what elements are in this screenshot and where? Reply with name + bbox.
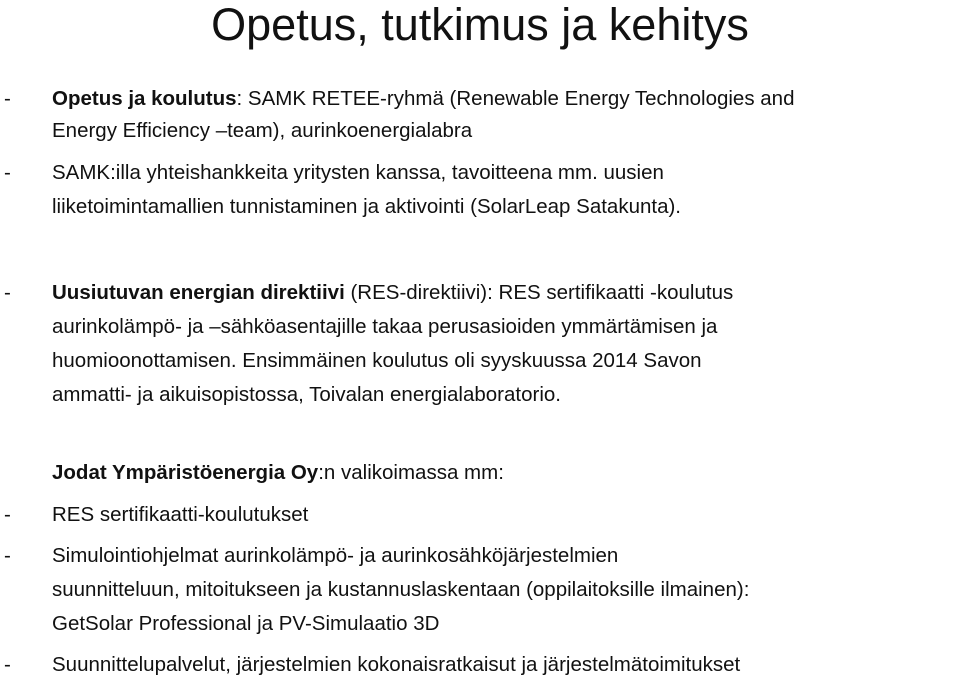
bullet-teaching-line-1 — [52, 86, 794, 112]
bullet-dash: - — [4, 653, 11, 676]
bullet-dash: - — [4, 544, 11, 567]
bullet-samk-line-2: liiketoimintamallien tunnistaminen ja aktivointi (SolarLeap Satakunta). — [52, 195, 681, 218]
bullet-directive-line-2: aurinkolämpö- ja –sähköasentajille takaa perusasioiden ymmärtämisen ja — [52, 315, 718, 338]
bullet-simulation-line-2: suunnitteluun, mitoitukseen ja kustannuslaskentaan (oppilaitoksille ilmainen): — [52, 578, 750, 601]
bullet-samk-line-1: SAMK:illa yhteishankkeita yritysten kanssa, tavoitteena mm. uusien — [52, 161, 664, 184]
bullet-directive-text: (RES-direktiivi): RES sertifikaatti -koulutus — [344, 281, 734, 304]
bullet-teaching-heading: Opetus ja koulutus — [52, 87, 237, 110]
slide-title: Opetus, tutkimus ja kehitys — [211, 0, 749, 50]
bullet-dash: - — [4, 87, 11, 110]
bullet-dash: - — [4, 281, 11, 304]
bullet-directive-line-3: huomioonottamisen. Ensimmäinen koulutus oli syyskuussa 2014 Savon — [52, 349, 702, 372]
bullet-directive-heading: Uusiutuvan energian direktiivi — [52, 281, 345, 304]
bullet-directive-line-1 — [52, 280, 733, 306]
jodat-heading-line — [52, 460, 504, 486]
bullet-res-courses: RES sertifikaatti-koulutukset — [52, 503, 309, 526]
bullet-simulation-line-3: GetSolar Professional ja PV-Simulaatio 3D — [52, 612, 440, 635]
jodat-heading-text: :n valikoimassa mm: — [318, 461, 504, 484]
bullet-directive-line-4: ammatti- ja aikuisopistossa, Toivalan energialaboratorio. — [52, 383, 561, 406]
bullet-teaching-text: : SAMK RETEE-ryhmä (Renewable Energy Technologies and — [236, 87, 795, 110]
bullet-design-services: Suunnittelupalvelut, järjestelmien kokonaisratkaisut ja järjestelmätoimitukset — [52, 653, 741, 676]
bullet-teaching-line-2: Energy Efficiency –team), aurinkoenergialabra — [52, 119, 473, 142]
bullet-dash: - — [4, 161, 11, 184]
jodat-company-name: Jodat Ympäristöenergia Oy — [52, 461, 319, 484]
bullet-simulation-line-1: Simulointiohjelmat aurinkolämpö- ja aurinkosähköjärjestelmien — [52, 544, 619, 567]
bullet-dash: - — [4, 503, 11, 526]
